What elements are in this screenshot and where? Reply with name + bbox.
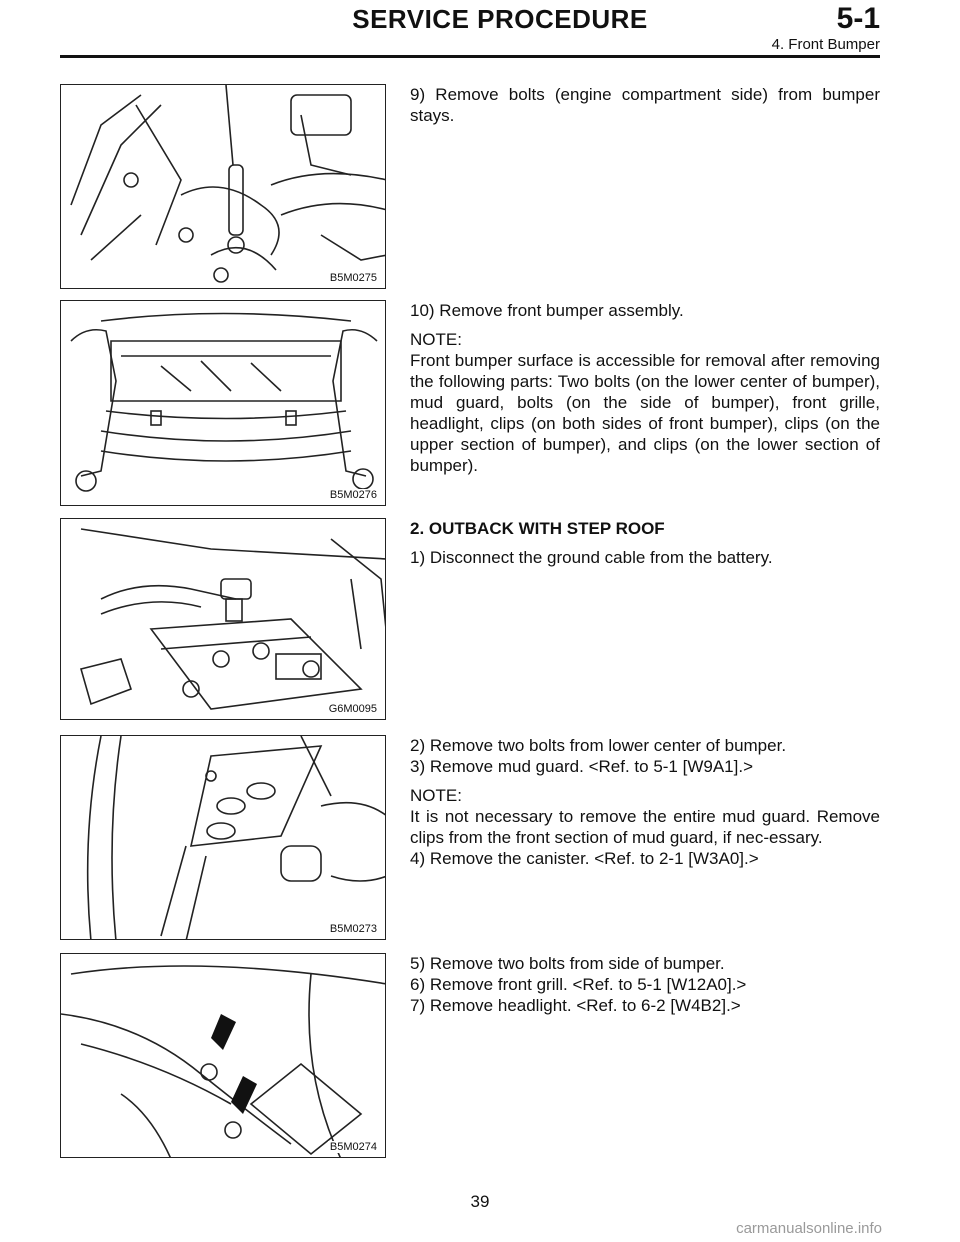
step-row-5 — [60, 953, 880, 1158]
page-title: SERVICE PROCEDURE — [352, 4, 648, 34]
figure-label: B5M0273 — [329, 923, 377, 935]
figure-engine-compartment — [60, 84, 386, 289]
section-heading: 2. OUTBACK WITH STEP ROOF — [410, 519, 665, 538]
step-6-text: 6) Remove front grill. <Ref. to 5-1 [W12A0].> — [410, 975, 747, 994]
step-1-text: 1) Disconnect the ground cable from the battery. — [410, 548, 773, 567]
arrow-icon — [231, 1076, 257, 1114]
step-row-3 — [60, 518, 880, 720]
arrow-icon — [211, 1014, 236, 1050]
step-text-4 — [410, 735, 880, 877]
watermark: carmanualsonline.info — [736, 1220, 882, 1237]
figure-side-bumper — [60, 953, 386, 1158]
step-row-2 — [60, 300, 880, 506]
battery-illustration — [61, 519, 386, 720]
note-label: NOTE: — [410, 786, 462, 805]
header-rule — [60, 55, 880, 58]
step-row-4 — [60, 735, 880, 940]
step-9-text: 9) Remove bolts (engine compartment side) from bumper stays. — [410, 85, 880, 125]
step-7-text: 7) Remove headlight. <Ref. to 6-2 [W4B2].> — [410, 996, 741, 1015]
step-text-2 — [410, 300, 880, 484]
section-number: 5-1 — [836, 2, 880, 35]
figure-battery — [60, 518, 386, 720]
note-text: It is not necessary to remove the entire mud guard. Remove clips from the front section of mud guard, if nec-essary. — [410, 807, 880, 847]
figure-label: B5M0276 — [329, 489, 377, 501]
step-5-text: 5) Remove two bolts from side of bumper. — [410, 954, 725, 973]
page-header — [0, 0, 960, 58]
step-text-5 — [410, 953, 880, 1024]
step-text-3 — [410, 518, 880, 576]
step-4-text: 4) Remove the canister. <Ref. to 2-1 [W3A0].> — [410, 849, 759, 868]
bumper-removal-illustration — [61, 301, 386, 506]
step-row-1 — [60, 84, 880, 289]
step-3-text: 3) Remove mud guard. <Ref. to 5-1 [W9A1].> — [410, 757, 753, 776]
note-label: NOTE: — [410, 330, 462, 349]
mud-guard-illustration — [61, 736, 386, 940]
figure-label: B5M0274 — [329, 1141, 377, 1153]
engine-compartment-illustration — [61, 85, 386, 289]
figure-mud-guard — [60, 735, 386, 940]
figure-label: G6M0095 — [328, 703, 377, 715]
note-text: Front bumper surface is accessible for removal after removing the following parts: Two bolts (on the lower center of bumper), mud guard, bolts (on the side of bumper), front grille, headlight, clips (on both sides of front bumper), clips (on the upper section of bumper), and clips (on the lower section of bumper). — [410, 351, 880, 475]
arrow-indicators — [211, 1014, 257, 1114]
figure-label: B5M0275 — [329, 272, 377, 284]
step-text-1 — [410, 84, 880, 134]
step-10-text: 10) Remove front bumper assembly. — [410, 301, 684, 320]
step-2-text: 2) Remove two bolts from lower center of bumper. — [410, 736, 787, 755]
figure-bumper-removal — [60, 300, 386, 506]
page-number: 39 — [470, 1192, 490, 1211]
side-bumper-illustration — [61, 954, 386, 1158]
section-subtitle: 4. Front Bumper — [771, 36, 880, 53]
